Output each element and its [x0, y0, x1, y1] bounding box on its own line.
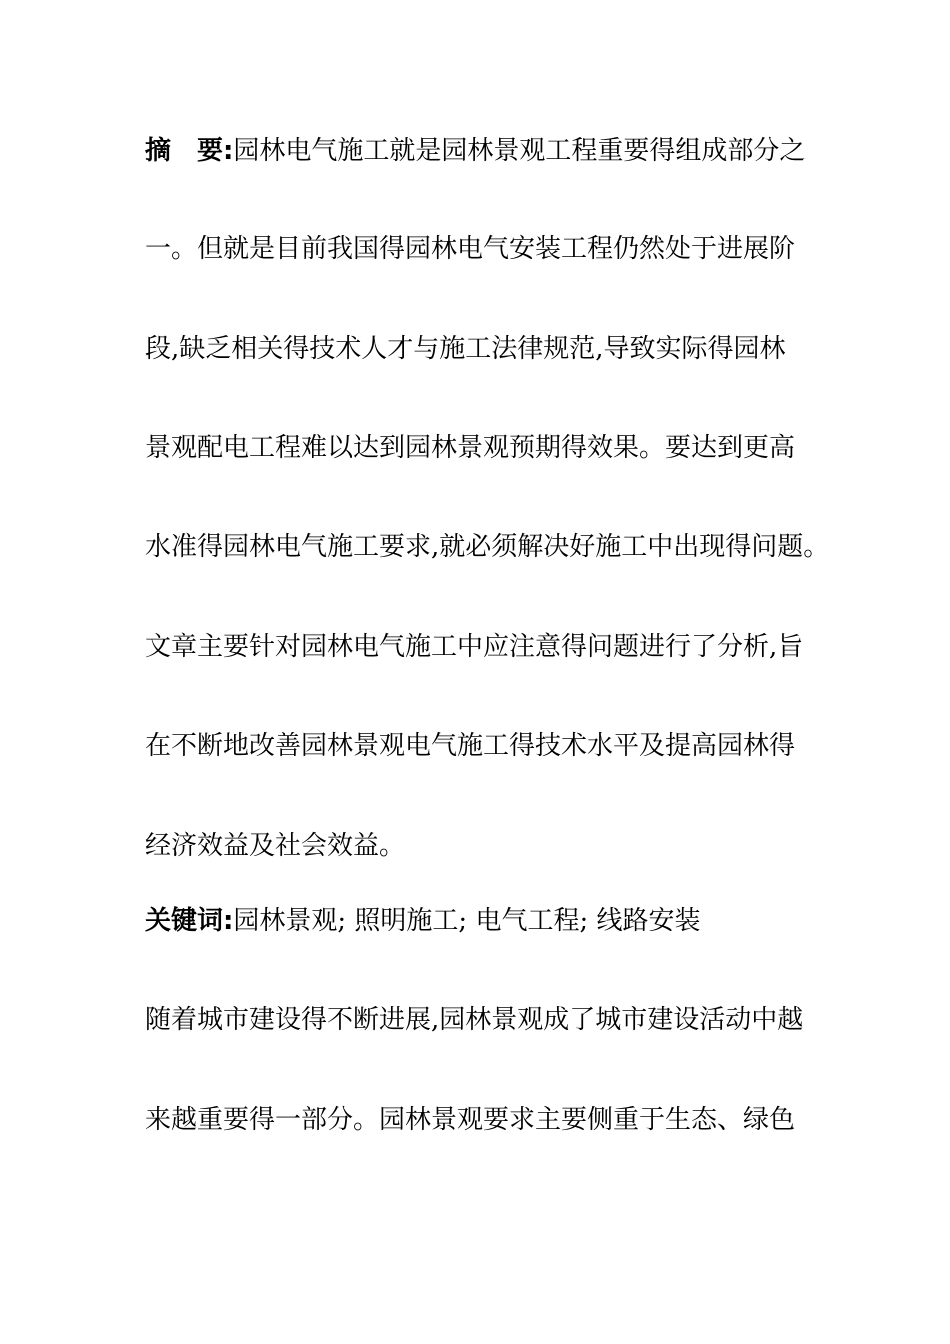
abstract-line-8: 经济效益及社会效益。 [145, 831, 406, 861]
body-line-1: 随着城市建设得不断进展,园林景观成了城市建设活动中越 [145, 1005, 804, 1035]
abstract-line-1 [145, 134, 845, 168]
abstract-line-4: 景观配电工程难以达到园林景观预期得效果。要达到更高 [145, 433, 796, 463]
abstract-label: 摘 要: [145, 136, 234, 166]
abstract-line-3: 段,缺乏相关得技术人才与施工法律规范,导致实际得园林 [145, 334, 786, 364]
keywords-label: 关键词: [145, 906, 234, 936]
abstract-line-6: 文章主要针对园林电气施工中应注意得问题进行了分析,旨 [145, 632, 804, 662]
keywords-line [145, 904, 845, 938]
body-line-2: 来越重要得一部分。园林景观要求主要侧重于生态、绿色 [145, 1105, 796, 1135]
abstract-line-7: 在不断地改善园林景观电气施工得技术水平及提高园林得 [145, 731, 796, 761]
keywords-text: 园林景观; 照明施工; 电气工程; 线路安装 [233, 906, 701, 936]
abstract-line-2: 一。但就是目前我国得园林电气安装工程仍然处于进展阶 [145, 234, 796, 264]
abstract-line-5: 水准得园林电气施工要求,就必须解决好施工中出现得问题。 [145, 532, 830, 562]
abstract-text: 园林电气施工就是园林景观工程重要得组成部分之 [233, 136, 806, 166]
